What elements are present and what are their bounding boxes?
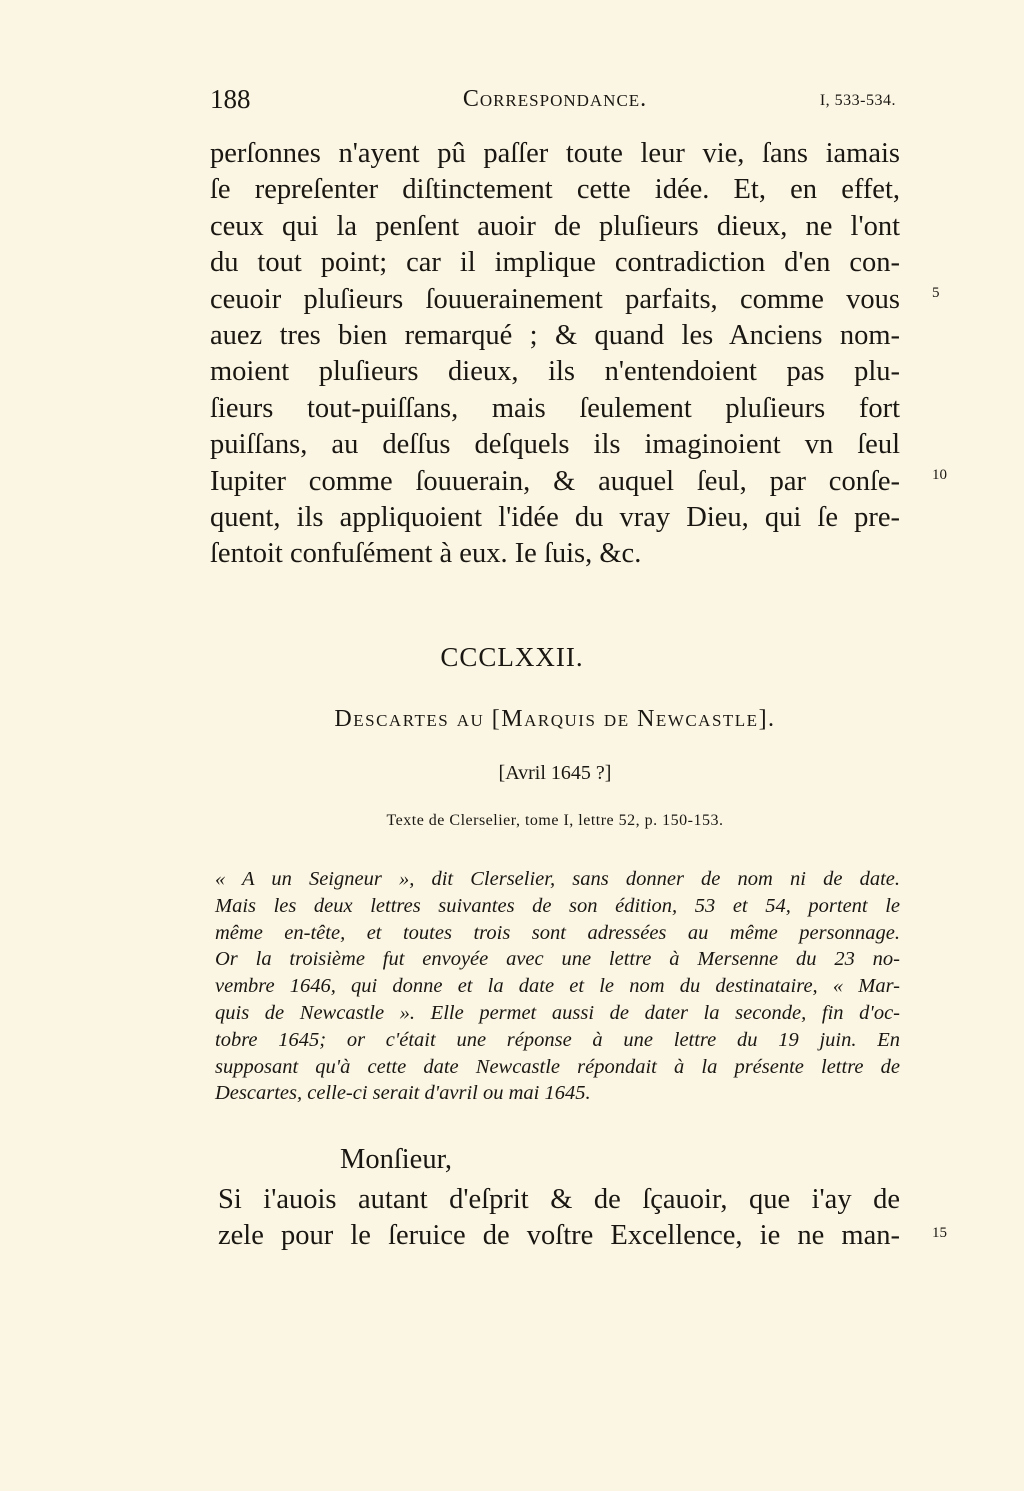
text-line: puiſſans, au deſſus deſquels ils imaginoient vn ſeul xyxy=(210,429,900,461)
text-line: ſentoit confuſément à eux. Ie ſuis, &c. xyxy=(210,538,642,570)
note-line: Mais les deux lettres suivantes de son édition, 53 et 54, portent le xyxy=(215,894,900,917)
margin-line-number: 10 xyxy=(932,467,947,483)
note-line: quis de Newcastle ». Elle permet aussi de dater la seconde, fin d'oc- xyxy=(215,1001,900,1024)
text-line: ſieurs tout-puiſſans, mais ſeulement pluſieurs fort xyxy=(210,392,900,424)
running-title: Correspondance. xyxy=(462,86,648,112)
note-line: Or la troisième fut envoyée avec une lettre à Mersenne du 23 no- xyxy=(215,948,900,971)
page-number: 188 xyxy=(210,84,251,114)
note-line: vembre 1646, qui donne et la date et le nom du destinataire, « Mar- xyxy=(215,975,900,998)
letter-number: CCCLXXII. xyxy=(440,642,584,672)
text-line: quent, ils appliquoient l'idée du vray Dieu, qui ſe pre- xyxy=(210,501,900,533)
text-line: du tout point; car il implique contradiction d'en con- xyxy=(210,247,900,279)
note-line: Descartes, celle-ci serait d'avril ou mai 1645. xyxy=(215,1082,591,1105)
text-line: ceuoir pluſieurs ſouuerainement parfaits, comme vous xyxy=(210,283,900,315)
page-header xyxy=(210,84,900,124)
text-line: Si i'auois autant d'eſprit & de ſçauoir, que i'ay de xyxy=(218,1184,900,1215)
text-line: zele pour le ſeruice de voſtre Excellence, ie ne man- xyxy=(218,1220,900,1252)
text-line: moient pluſieurs dieux, ils n'entendoient pas plu- xyxy=(210,356,900,388)
note-line: supposant qu'à cette date Newcastle répondait à la présente lettre de xyxy=(215,1055,900,1078)
text-line: perſonnes n'ayent pû paſſer toute leur vie, ſans iamais xyxy=(210,138,900,169)
text-line: Iupiter comme ſouuerain, & auquel ſeul, par conſe- xyxy=(210,465,900,497)
text-line: ceux qui la penſent auoir de pluſieurs dieux, ne l'ont xyxy=(210,210,900,242)
text-line: ſe repreſenter diſtinctement cette idée. Et, en effet, xyxy=(210,174,900,206)
margin-line-number: 15 xyxy=(932,1225,947,1241)
editorial-note xyxy=(215,866,900,1107)
previous-letter-text xyxy=(210,136,900,573)
letter-body xyxy=(218,1182,900,1255)
note-line: tobre 1645; or c'était une réponse à une lettre du 19 juin. En xyxy=(215,1028,900,1051)
salutation: Monſieur, xyxy=(340,1144,453,1175)
source-citation: Texte de Clerselier, tome I, lettre 52, p. 150-153. xyxy=(386,812,724,829)
text-line: auez tres bien remarqué ; & quand les Anciens nom- xyxy=(210,319,900,351)
letter-heading: Descartes au [Marquis de Newcastle]. xyxy=(334,706,776,732)
note-line: même en-tête, et toutes trois sont adressées au même personnage. xyxy=(215,921,900,944)
letter-date: [Avril 1645 ?] xyxy=(498,762,612,784)
margin-line-number: 5 xyxy=(932,285,940,301)
note-line: « A un Seigneur », dit Clerselier, sans donner de nom ni de date. xyxy=(215,868,900,890)
page-reference: I, 533-534. xyxy=(819,92,896,109)
